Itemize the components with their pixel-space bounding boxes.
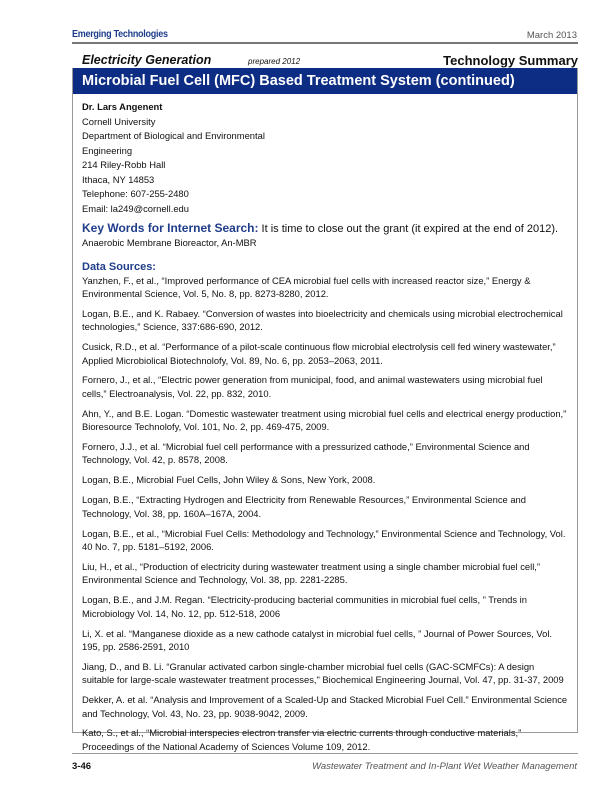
reference-item: Fornero, J.J., et al. “Microbial fuel cell performance with a pressurized cathode,” Environmental Science and Technology, Vol. 42, p. 8578, 2008. (82, 441, 530, 466)
reference-item: Logan, B.E., Microbial Fuel Cells, John Wiley & Sons, New York, 2008. (82, 474, 376, 486)
header-rule (72, 42, 578, 44)
keywords-heading: Key Words for Internet Search: (82, 221, 259, 235)
reference-item: Logan, B.E., et al., “Microbial Fuel Cells: Methodology and Technology,” Environmental Science and Technology, Vol. 40 No. 7, pp. 5181–5192, 2006. (82, 527, 566, 552)
page-number: 3-46 (72, 761, 92, 772)
contact-line: Telephone: 607-255-2480 (82, 188, 189, 199)
page-title: Microbial Fuel Cell (MFC) Based Treatment System (continued) (73, 68, 577, 94)
footer-rule (72, 753, 578, 754)
keywords-terms: Anaerobic Membrane Bioreactor, An-MBR (82, 237, 257, 248)
summary-content (73, 94, 577, 753)
reference-item: Logan, B.E., and J.M. Regan. “Electricity-producing bacterial communities in microbial fuel cells, ” Trends in Microbiology Vol. 14, No. 12, pp. 512-518, 2006 (82, 594, 527, 619)
data-sources-heading: Data Sources: (82, 260, 156, 273)
reference-item: Logan, B.E., and K. Rabaey. “Conversion of wastes into bioelectricity and chemicals using microbial electrochemical technologies,” Science, 337:686-690, 2012. (82, 307, 563, 333)
contact-line: Ithaca, NY 14853 (82, 173, 155, 185)
contact-line: Department of Biological and Environmental (82, 130, 265, 141)
contact-name: Dr. Lars Angenent (82, 101, 163, 112)
document-type: Technology Summary (443, 53, 578, 68)
category-label: Electricity Generation (82, 53, 212, 67)
contact-line: 214 Riley-Robb Hall (82, 159, 166, 170)
keywords-note: It is time to close out the grant (it expired at the end of 2012). (258, 223, 559, 235)
reference-item: Dekker, A. et al. “Analysis and Improvement of a Scaled-Up and Stacked Microbial Fuel Cell.” Environmental Science and Technology, Vol. 43, No. 23, pp. 9038-9042, 2009. (82, 694, 568, 719)
running-header-section: Emerging Technologies (72, 29, 168, 40)
keywords-line (82, 221, 568, 236)
reference-item: Li, X. et al. “Manganese dioxide as a new cathode catalyst in microbial fuel cells, ” Journal of Power Sources, Vol. 195, pp. 2586-2591, 2010 (82, 627, 553, 652)
contact-email: Email: la249@cornell.edu (82, 202, 189, 214)
contact-line: Cornell University (82, 115, 156, 127)
reference-list (82, 274, 568, 754)
running-header-date: March 2013 (526, 30, 577, 41)
reference-item: Ahn, Y., and B.E. Logan. “Domestic wastewater treatment using microbial fuel cells and electrical energy production,” Bioresource Technolofy, Vol. 101, No. 2, pp. 469-475, 2009. (82, 407, 567, 433)
reference-item: Liu, H., et al., “Production of electricity during wastewater treatment using a single chamber microbial fuel cell,” Environmental Science and Technology, Vol. 38, pp. 2281-2285. (82, 560, 541, 586)
footer-title: Wastewater Treatment and In-Plant Wet Weather Management (312, 761, 577, 772)
summary-box (72, 68, 578, 752)
reference-item: Cusick, R.D., et al. “Performance of a pilot-scale continuous flow microbial electrolysis cell fed winery wastewater,” Applied Microbiolical Biotechnolofy, Vol. 89, No. 6, pp. 2053–2063, 2011. (82, 341, 556, 366)
reference-item: Jiang, D., and B. Li. “Granular activated carbon single-chamber microbial fuel cells (GAC-SCMFCs): A design suitable for large-scale wastewater treatment processes," Biochemical Engineering Journal, Vol. 47, pp. 31-37, 2009 (82, 660, 564, 686)
reference-item: Kato, S., et al., “Microbial interspecies electron transfer via electric currents through conductive materials,” Proceedings of the National Academy of Sciences Volume 109, 2012. (82, 727, 522, 752)
reference-item: Logan, B.E., “Extracting Hydrogen and Electricity from Renewable Resources,” Environmental Science and Technology, Vol. 38, pp. 160A–167A, 2004. (82, 494, 526, 519)
reference-item: Yanzhen, F., et al., “Improved performance of CEA microbial fuel cells with increased reactor size,” Energy & Environmental Science, Vol. 5, No. 8, pp. 8273-8280, 2012. (82, 274, 531, 299)
reference-item: Fornero, J., et al., “Electric power generation from municipal, food, and animal wastewaters using microbial fuel cells,” Electroanalysis, Vol. 22, pp. 832, 2010. (82, 374, 543, 399)
contact-line: Engineering (82, 144, 133, 156)
prepared-label: prepared 2012 (248, 57, 301, 66)
